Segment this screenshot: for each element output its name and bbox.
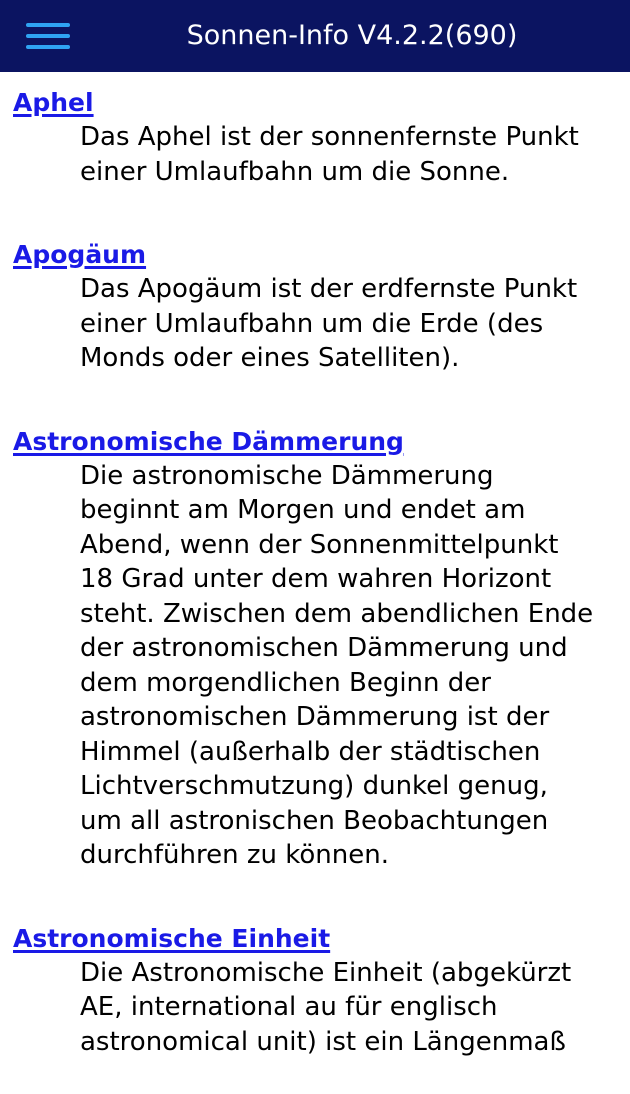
definition-line: steht. Zwischen dem abendlichen Ende [80, 598, 594, 629]
definition-line: Monds oder eines Satelliten). [80, 343, 460, 373]
definition-line: Das Apogäum ist der erdfernste Punkt [80, 274, 578, 304]
definition-line: AE, international au für englisch [80, 992, 498, 1022]
menu-bar-top [26, 23, 70, 27]
glossary-entry [0, 908, 630, 1060]
definition-line: durchführen zu können. [80, 840, 389, 870]
app-header [0, 0, 630, 72]
glossary-definition [80, 272, 622, 376]
glossary-entry [0, 411, 630, 873]
glossary-definition [80, 459, 622, 873]
glossary-term-link[interactable]: Astronomische Einheit [13, 923, 331, 953]
definition-line: astronomischen Dämmerung ist der [80, 702, 550, 732]
glossary-entry [0, 72, 630, 189]
definition-line: der astronomischen Dämmerung und [80, 633, 568, 663]
glossary-entry [0, 224, 630, 376]
definition-line: Lichtverschmutzung) dunkel genug, [80, 771, 548, 801]
hamburger-menu-icon[interactable] [26, 23, 70, 49]
definition-line: beginnt am Morgen und endet am [80, 495, 526, 525]
menu-bar-middle [26, 34, 70, 38]
menu-bar-bottom [26, 45, 70, 49]
definition-line: astronomical unit) ist ein Längenmaß [80, 1026, 566, 1057]
definition-line: Die astronomische Dämmerung [80, 460, 494, 491]
definition-line: Himmel (außerhalb der städtischen [80, 736, 541, 767]
definition-line: um all astronischen Beobachtungen [80, 805, 549, 836]
definition-line: einer Umlaufbahn um die Erde (des [80, 308, 544, 339]
glossary-term-link[interactable]: Apogäum [13, 240, 147, 269]
definition-line: Die Astronomische Einheit (abgekürzt [80, 957, 572, 988]
definition-line: 18 Grad unter dem wahren Horizont [80, 564, 552, 594]
definition-line: einer Umlaufbahn um die Sonne. [80, 156, 510, 187]
glossary-list [0, 72, 630, 1094]
definition-line: Das Aphel ist der sonnenfernste Punkt [80, 122, 579, 152]
definition-line: dem morgendlichen Beginn der [80, 667, 491, 698]
app-title: Sonnen-Info V4.2.2(690) [186, 20, 518, 51]
glossary-definition [80, 120, 622, 189]
glossary-term-link[interactable]: Aphel [13, 88, 94, 117]
glossary-definition [80, 956, 622, 1060]
glossary-term-link[interactable]: Astronomische Dämmerung [13, 426, 404, 456]
definition-line: Abend, wenn der Sonnenmittelpunkt [80, 529, 559, 560]
